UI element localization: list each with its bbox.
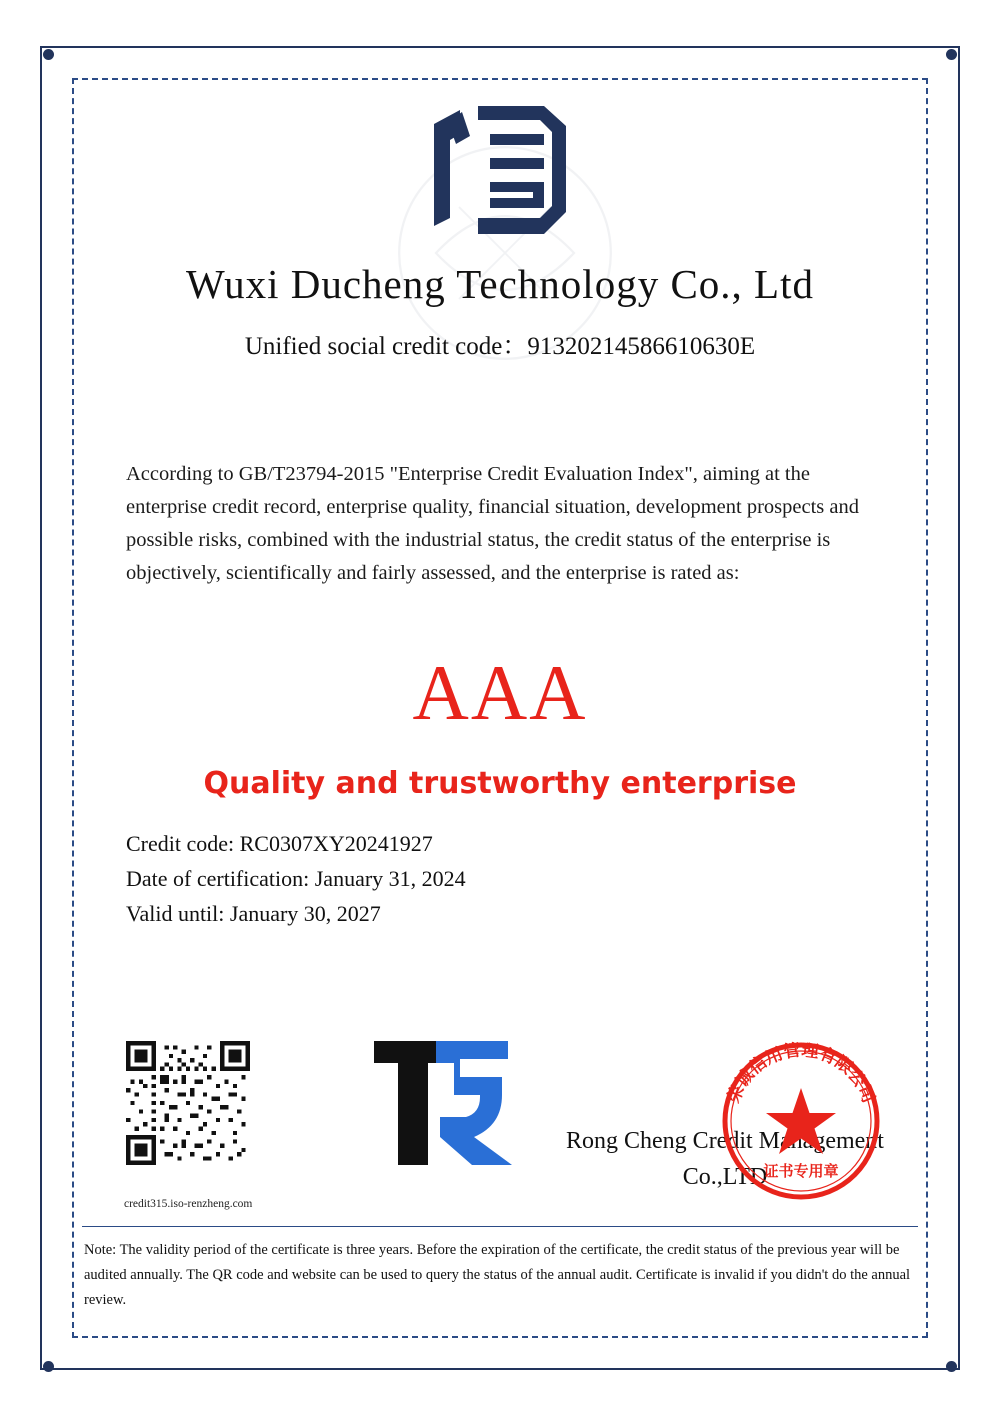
- qr-url-text: credit315.iso-renzheng.com: [124, 1198, 253, 1210]
- corner-dot-bottom-left: [43, 1361, 54, 1372]
- meta-valid-until: Valid until: January 30, 2027: [126, 901, 381, 926]
- corner-dot-top-right: [946, 49, 957, 60]
- corner-tick: [72, 46, 106, 48]
- certificate-body-text: According to GB/T23794-2015 "Enterprise Credit Evaluation Index", aiming at the enterprise credit record, enterprise quality, financial situation, development prospects and possible risks, combined with the industrial status, the credit status of the enterprise is objectively, scientifically and fairly assessed, and the enterprise is rated as:: [126, 463, 859, 584]
- rating-grade: AAA: [412, 649, 588, 736]
- meta-date-of-certification: Date of certification: January 31, 2024: [126, 866, 466, 891]
- corner-dot-bottom-right: [946, 1361, 957, 1372]
- svg-text:证书专用章: 证书专用章: [763, 1162, 839, 1180]
- issuer-line-2: Co.,LTD: [682, 1164, 768, 1190]
- rong-cheng-logo: [362, 1033, 522, 1173]
- corner-dot-top-left: [43, 49, 54, 60]
- corner-tick: [72, 1368, 106, 1370]
- certificate-note: Note: The validity period of the certificate is three years. Before the expiration of the certificate, the credit status of the previous year will be audited annually. The QR code and website can be used to query the status of the annual audit. Certificate is invalid if you didn't do the annual review.: [84, 1242, 911, 1308]
- corner-tick: [894, 1368, 928, 1370]
- certificate-logo: [72, 100, 928, 247]
- unified-social-credit-code: Unified social credit code：91320214586610630E: [244, 333, 756, 360]
- corner-tick: [958, 78, 960, 112]
- qr-code[interactable]: [126, 1041, 250, 1165]
- corner-tick: [40, 78, 42, 112]
- corner-tick: [958, 1306, 960, 1340]
- corner-tick: [40, 1306, 42, 1340]
- page-title: Wuxi Ducheng Technology Co., Ltd: [186, 261, 814, 307]
- certificate-content: [72, 78, 928, 1338]
- svg-text:荣诚信用管理有限公司: 荣诚信用管理有限公司: [723, 1040, 879, 1106]
- meta-credit-code: Credit code: RC0307XY20241927: [126, 831, 433, 856]
- issuer-line-1: Rong Cheng Credit Management: [566, 1128, 884, 1154]
- official-seal: [710, 1030, 892, 1212]
- corner-tick: [894, 46, 928, 48]
- note-divider: [82, 1226, 918, 1227]
- rating-slogan: Quality and trustworthy enterprise: [203, 766, 797, 801]
- certificate-meta: [126, 826, 826, 931]
